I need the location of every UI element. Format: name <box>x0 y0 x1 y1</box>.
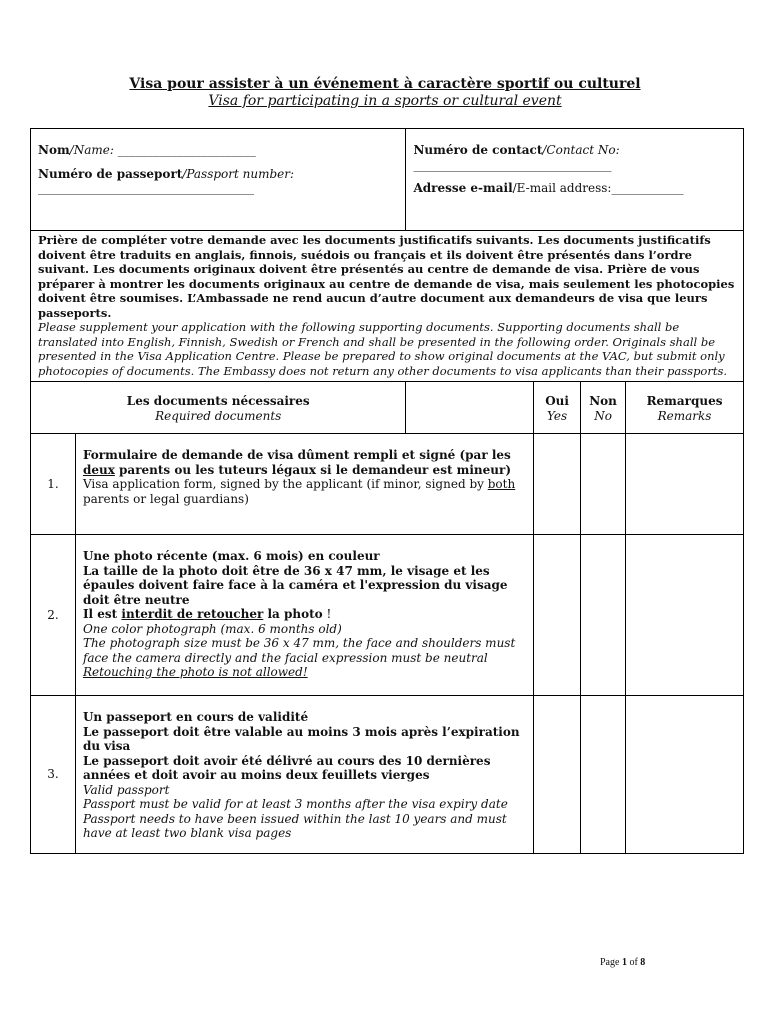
name-blank[interactable]: _______________________ <box>117 143 256 157</box>
table-row <box>31 696 744 854</box>
visa-requirements-table <box>30 128 744 854</box>
table-row <box>31 434 744 535</box>
row-no-checkbox-cell[interactable] <box>581 535 626 696</box>
notice-row <box>31 231 744 382</box>
row-description: Un passeport en cours de validité Le passeport doit être valable au moins 3 mois après l’expiration du visa Le passeport doit avoir été délivré au cours des 10 dernières années et doit avoir au moins deux feuillets vierges Valid passport Passport must be valid for at least 3 months after the visa expiry date Passport needs to have been issued within the last 10 years and must have at least two blank visa pages <box>75 696 533 854</box>
row-yes-checkbox-cell[interactable] <box>534 696 581 854</box>
title-french: Visa pour assister à un événement à caractère sportif ou culturel <box>129 76 641 92</box>
row-number: 1. <box>31 434 76 535</box>
row-no-checkbox-cell[interactable] <box>581 696 626 854</box>
header-yes: Oui Yes <box>534 382 581 434</box>
header-spacer <box>406 382 534 434</box>
document-title <box>0 76 770 109</box>
table-row <box>31 535 744 696</box>
title-english: Visa for participating in a sports or cultural event <box>208 93 562 109</box>
row-description: Formulaire de demande de visa dûment rempli et signé (par les deux parents ou les tuteurs légaux si le demandeur est mineur) Visa application form, signed by the applicant (if minor, signed by both parents or legal guardians) <box>75 434 533 535</box>
row-remarks-cell[interactable] <box>626 535 744 696</box>
name-field[interactable]: Nom/Name: _______________________ <box>38 143 256 157</box>
notice-cell <box>31 231 744 382</box>
contact-blank[interactable]: _________________________________ <box>413 157 612 172</box>
applicant-info-right <box>406 129 744 231</box>
row-no-checkbox-cell[interactable] <box>581 434 626 535</box>
row-yes-checkbox-cell[interactable] <box>534 434 581 535</box>
row-description: Une photo récente (max. 6 mois) en couleur La taille de la photo doit être de 36 x 47 mm, le visage et les épaules doivent faire face à la caméra et l'expression du visage doit être neutre Il est interdit de retoucher la photo ! One color photograph (max. 6 months old) The photograph size must be 36 x 47 mm, the face and shoulders must face the camera directly and the facial expression must be neutral Retouching the photo is not allowed! <box>75 535 533 696</box>
email-field[interactable]: Adresse e-mail/E-mail address:____________ <box>413 181 684 195</box>
row-remarks-cell[interactable] <box>626 434 744 535</box>
email-blank[interactable]: ____________ <box>611 181 684 195</box>
row-number: 3. <box>31 696 76 854</box>
applicant-info-left <box>31 129 406 231</box>
page-number: Page 1 of 8 <box>600 957 646 968</box>
row-remarks-cell[interactable] <box>626 696 744 854</box>
applicant-info-row <box>31 129 744 231</box>
row-number: 2. <box>31 535 76 696</box>
table-header-row <box>31 382 744 434</box>
contact-number-field[interactable]: Numéro de contact/Contact No: _________________________________ <box>413 143 620 172</box>
notice-english: Please supplement your application with the following supporting documents. Supporting documents shall be translated into English, Finnish, Swedish or French and shall be presented in the following order. Originals shall be presented in the Visa Application Centre. Please be prepared to show original documents at the VAC, but submit only photocopies of documents. The Embassy does not return any other documents to visa applicants than their passports. <box>38 320 728 378</box>
passport-number-field[interactable]: Numéro de passeport/Passport number: ____________________________________ <box>38 166 295 195</box>
header-remarks: Remarques Remarks <box>626 382 744 434</box>
notice-french: Prière de compléter votre demande avec les documents justificatifs suivants. Les documents justificatifs doivent être traduits en anglais, finnois, suédois ou français et ils doivent être présentés dans l’ordre suivant. Les documents originaux doivent être présentés au centre de demande de visa. Prière de vous préparer à montrer les documents originaux au centre de demande de visa, mais seulement les photocopies doivent être soumises. L’Ambassade ne rend aucun d’autre document aux demandeurs de visa que leurs passeports. <box>38 233 735 320</box>
row-yes-checkbox-cell[interactable] <box>534 535 581 696</box>
header-no: Non No <box>581 382 626 434</box>
header-required-documents: Les documents nécessaires Required documents <box>31 382 406 434</box>
passport-blank[interactable]: ____________________________________ <box>38 181 254 195</box>
